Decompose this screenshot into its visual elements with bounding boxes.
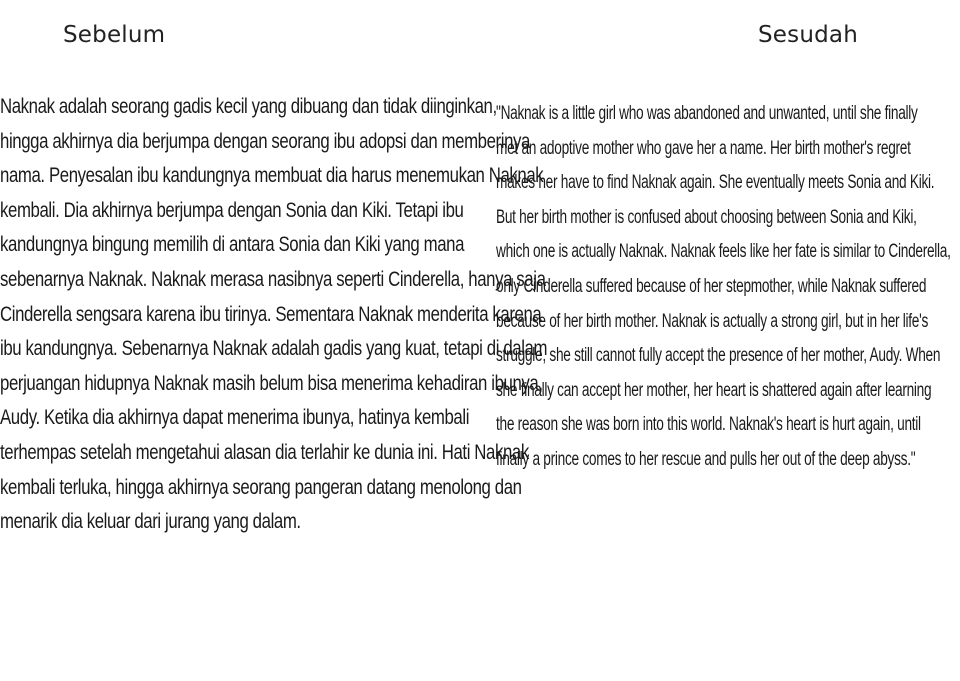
after-text-line: But her birth mother is confused about choosing between Sonia and Kiki, [496, 206, 917, 228]
after-text-line: she finally can accept her mother, her heart is shattered again after learning [496, 379, 932, 401]
before-text-line: Naknak adalah seorang gadis kecil yang dibuang dan tidak diinginkan, [0, 95, 497, 118]
before-text-line: ibu kandungnya. Sebenarnya Naknak adalah gadis yang kuat, tetapi di dalam [0, 337, 548, 361]
before-text-line: kembali. Dia akhirnya berjumpa dengan Sonia dan Kiki. Tetapi ibu [0, 198, 464, 222]
before-text-line: perjuangan hidupnya Naknak masih belum bisa menerima kehadiran ibunya, [0, 371, 543, 395]
after-text-line: struggle, she still cannot fully accept the presence of her mother, Audy. When [496, 345, 941, 367]
before-text-block [0, 90, 547, 540]
after-text-line: makes her have to find Naknak again. She eventually meets Sonia and Kiki. [496, 172, 935, 194]
before-text-line: Audy. Ketika dia akhirnya dapat menerima ibunya, hatinya kembali [0, 406, 470, 430]
before-heading: Sebelum [63, 22, 166, 48]
before-text-line: kandungnya bingung memilih di antara Sonia dan Kiki yang mana [0, 233, 465, 257]
before-text-line: sebenarnya Naknak. Naknak merasa nasibnya seperti Cinderella, hanya saja [0, 267, 546, 291]
after-text-line: "Naknak is a little girl who was abandoned and unwanted, until she finally [496, 103, 918, 124]
after-heading: Sesudah [758, 22, 858, 48]
before-text-line: kembali terluka, hingga akhirnya seorang pangeran datang menolong dan [0, 475, 522, 499]
after-text-line: because of her birth mother. Naknak is actually a strong girl, but in her life's [496, 310, 929, 332]
before-text-line: Cinderella sengsara karena ibu tirinya. Sementara Naknak menderita karena [0, 302, 542, 326]
after-text-line: met an adoptive mother who gave her a name. Her birth mother's regret [496, 137, 911, 159]
before-text-line: terhempas setelah mengetahui alasan dia terlahir ke dunia ini. Hati Naknak [0, 440, 529, 464]
before-text-line: nama. Penyesalan ibu kandungnya membuat dia harus menemukan Naknak [0, 164, 544, 188]
after-text-line: the reason she was born into this world. Naknak's heart is hurt again, until [496, 414, 921, 436]
after-text-line: which one is actually Naknak. Naknak feels like her fate is similar to Cinderella, [496, 241, 951, 263]
after-text-line: only Cinderella suffered because of her stepmother, while Naknak suffered [496, 275, 927, 297]
after-text-line: finally a prince comes to her rescue and pulls her out of the deep abyss." [496, 448, 916, 470]
after-text-block [496, 97, 951, 478]
before-text-line: hingga akhirnya dia berjumpa dengan seorang ibu adopsi dan memberinya [0, 129, 530, 153]
before-text-line: menarik dia keluar dari jurang yang dalam. [0, 510, 301, 534]
